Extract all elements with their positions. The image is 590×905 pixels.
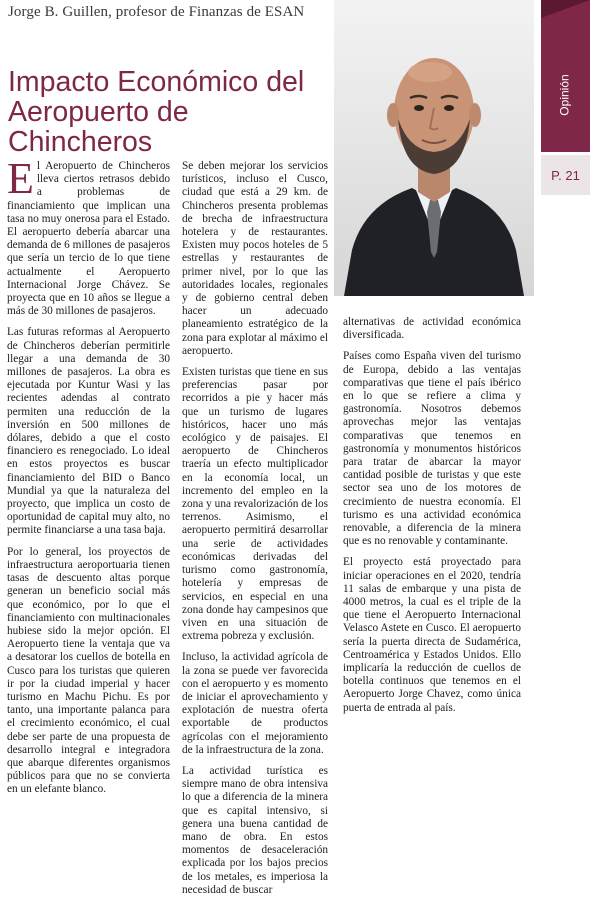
article-paragraph: La actividad turística es siempre mano de obra intensiva lo que a diferencia de la minera que es capital intensivo, si genera una buena cantidad de mano de obra. En estos momentos de desaceleración explicada por los bajos precios de los metales, es imperiosa la necesidad de buscar xyxy=(182,764,328,896)
section-tab-label-box xyxy=(543,60,587,130)
article-title: Impacto Económico del Aeropuerto de Chincheros xyxy=(8,66,305,159)
author-photo xyxy=(334,0,534,296)
article-column-1 xyxy=(7,154,170,805)
drop-cap: E xyxy=(7,154,34,203)
author-byline: Jorge B. Guillen, profesor de Finanzas de ESAN xyxy=(8,4,305,20)
article-column-3 xyxy=(343,316,521,723)
page-number: P. 21 xyxy=(541,155,590,195)
article-paragraph: Países como España viven del turismo de Europa, debido a las ventajas comparativas que tiene el país ibérico en lo que se refiere a clima y gastronomía. Nosotros debemos aprovechas mejor las ventajas comparativas que tenemos en gastronomía y monumentos históricos para tratar de abarcar la mayor cantidad posible de turistas y que este sector sea uno de los motores de crecimiento de nuestra economía. El turismo es una actividad económica renovable, a diferencia de la minera que es no renovable y contaminante. xyxy=(343,350,521,548)
article-paragraph: Las futuras reformas al Aeropuerto de Chincheros deberían permitirle llegar a una demanda de 30 millones de pasajeros. La obra es ejecutada por Kuntur Wasi y las recientes adendas al contrato permiten una reducción de la inversión en 500 millones de dólares, debido a que el costo financiero es renegociado. Lo ideal en estos proyectos es buscar financiamiento del BID o Banco Mundial ya que la naturaleza del proyecto, que implica un costo de oportunidad de capital muy alto, no permite financiarse a una tasa baja. xyxy=(7,326,170,537)
section-tab-fold xyxy=(541,0,590,18)
article-paragraph: alternativas de actividad económica diversificada. xyxy=(343,316,521,342)
article-paragraph: Existen turistas que tiene en sus preferencias pasar por recorridos a pie y hacer más que un turismo de lugares históricos, hacer uno más ecológico y de paisajes. El aeropuerto de Chincheros traería un efecto multiplicador en la economía local, un incremento del empleo en la zona y una revalorización de los terrenos. Asimismo, el aeropuerto permitirá desarrollar una serie de actividades económicas derivadas del turismo como gastronomía, hotelería y empresas de servicios, en especial en una zona donde hay campesinos que viven en una situación de extrema pobreza y exclusión. xyxy=(182,366,328,643)
article-paragraph: Se deben mejorar los servicios turísticos, incluso el Cusco, ciudad que está a 29 km. de Chincheros presenta problemas de brecha de infraestructura hotelera y de restaurantes. Existen muy pocos hoteles de 5 estrellas y restaurantes de primer nivel, por lo que las autoridades locales, regionales y de gobierno central deben hacer un adecuado planeamiento estratégico de la zona para explotar al máximo el aeropuerto. xyxy=(182,160,328,357)
article-paragraph: Por lo general, los proyectos de infraestructura aeroportuaria tienen tasas de descuento altas porque generan un beneficio social más que económico, por lo que el financiamiento con multinacionales hubiese sido la mejor opción. El Aeropuerto tiene la ventaja que va a desatorar los cuellos de botella en Cusco para los turistas que quieren ir por la ciudad imperial y hacer turismo en Machu Pichu. Es por tanto, una importante palanca para el crecimiento económico, el cual debe ser parte de una propuesta de desarrollo integral e integradora que abarque diferentes organismos públicos para que no se convierta en un elefante blanco. xyxy=(7,545,170,796)
portrait-photo-icon xyxy=(334,0,534,296)
article-paragraph: Incluso, la actividad agrícola de la zona se puede ver favorecida con el aeropuerto y es momento de iniciar el aprovechamiento y explotación de nuestra oferta exportable de productos agrícolas con el mejoramiento de la infraestructura de la zona. xyxy=(182,651,328,756)
section-tab-label: Opinión xyxy=(558,74,572,116)
paragraph-text: l Aeropuerto de Chincheros lleva ciertos retrasos debido a problemas de financiamiento que implican una tasa no muy onerosa para el Estado. El aeropuerto debería abarcar una demanda de 6 millones de pasajeros que sería un tercio de lo que tiene actualmente el Aeropuerto Internacional Jorge Chávez. Se proyecta que en 10 años se llegue a más de 30 millones de pasajeros. xyxy=(7,160,170,318)
article-paragraph: El proyecto está proyectado para iniciar operaciones en el 2020, tendría 11 salas de embarque y una pista de 4000 metros, la cual es el triple de la que tiene el Aeropuerto Internacional Velasco Astete en Cusco. El aeropuerto sería la puerta directa de Sudamérica, Centroamérica y Estados Unidos. Ello implicaría la reducción de cuellos de botella continuos que tenemos en el Aeropuerto Jorge Chavez, como única puerta de entrada al país. xyxy=(343,556,521,714)
article-column-2 xyxy=(182,160,328,905)
article-paragraph xyxy=(7,154,170,318)
